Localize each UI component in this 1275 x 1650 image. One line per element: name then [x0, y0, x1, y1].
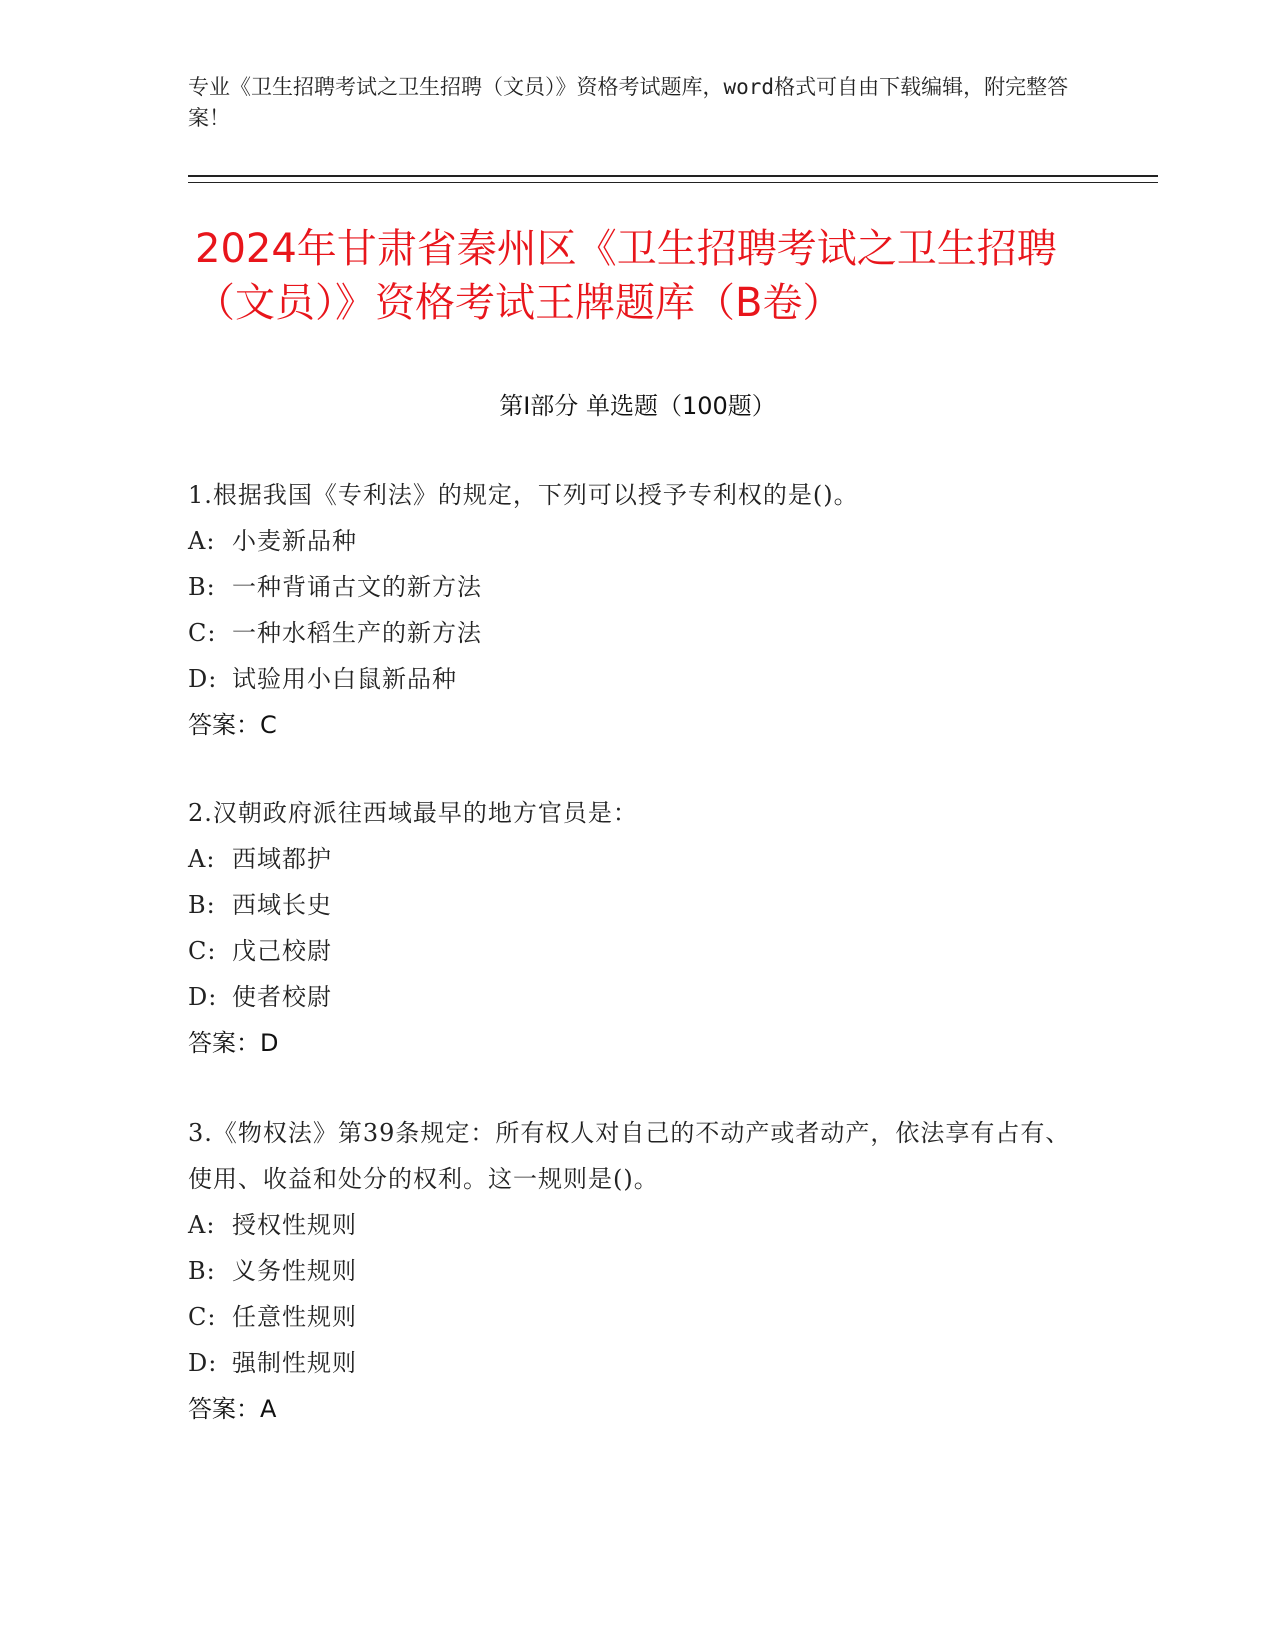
option-a — [188, 836, 1078, 882]
header-divider-thick — [188, 175, 1158, 177]
question-2 — [188, 790, 1078, 1066]
question-text: 3.《物权法》第39条规定：所有权人对自己的不动产或者动产，依法享有占有、使用、收益和处分的权利。这一规则是()。 — [188, 1119, 1071, 1193]
option-text: 西域都护 — [232, 845, 332, 873]
option-c — [188, 928, 1078, 974]
option-key: D: — [188, 665, 218, 693]
option-a — [188, 1202, 1078, 1248]
question-text: 2.汉朝政府派往西域最早的地方官员是： — [188, 799, 638, 827]
option-text: 戊己校尉 — [232, 937, 332, 965]
option-key: B: — [188, 1257, 216, 1285]
answer: 答案：A — [188, 1395, 277, 1423]
header-note: 专业《卫生招聘考试之卫生招聘（文员）》资格考试题库，word格式可自由下载编辑，附完整答案！ — [188, 75, 1069, 130]
option-key: A: — [188, 1211, 216, 1239]
option-c — [188, 610, 1078, 656]
option-text: 一种背诵古文的新方法 — [232, 573, 482, 601]
option-text: 授权性规则 — [232, 1211, 357, 1239]
question-3 — [188, 1110, 1078, 1432]
option-key: D: — [188, 983, 218, 1011]
option-text: 义务性规则 — [232, 1257, 357, 1285]
option-key: B: — [188, 573, 216, 601]
option-d — [188, 656, 1078, 702]
option-text: 任意性规则 — [232, 1303, 357, 1331]
answer: 答案：C — [188, 711, 277, 739]
option-d — [188, 1340, 1078, 1386]
option-key: C: — [188, 619, 217, 647]
section-title: 第Ⅰ部分 单选题（100题） — [499, 392, 776, 420]
option-c — [188, 1294, 1078, 1340]
option-key: C: — [188, 937, 217, 965]
option-text: 强制性规则 — [232, 1349, 357, 1377]
option-b — [188, 882, 1078, 928]
option-key: D: — [188, 1349, 218, 1377]
option-key: A: — [188, 527, 216, 555]
option-text: 使者校尉 — [232, 983, 332, 1011]
option-b — [188, 1248, 1078, 1294]
option-text: 西域长史 — [232, 891, 332, 919]
option-b — [188, 564, 1078, 610]
header-divider-thin — [188, 182, 1158, 183]
option-d — [188, 974, 1078, 1020]
option-text: 试验用小白鼠新品种 — [232, 665, 457, 693]
question-1 — [188, 472, 1078, 748]
option-a — [188, 518, 1078, 564]
option-key: B: — [188, 891, 216, 919]
option-text: 一种水稻生产的新方法 — [232, 619, 482, 647]
document-title: 2024年甘肃省秦州区《卫生招聘考试之卫生招聘（文员）》资格考试王牌题库（B卷） — [195, 226, 1057, 326]
option-text: 小麦新品种 — [232, 527, 357, 555]
option-key: C: — [188, 1303, 217, 1331]
question-text: 1.根据我国《专利法》的规定，下列可以授予专利权的是()。 — [188, 481, 859, 509]
option-key: A: — [188, 845, 216, 873]
answer: 答案：D — [188, 1029, 279, 1057]
